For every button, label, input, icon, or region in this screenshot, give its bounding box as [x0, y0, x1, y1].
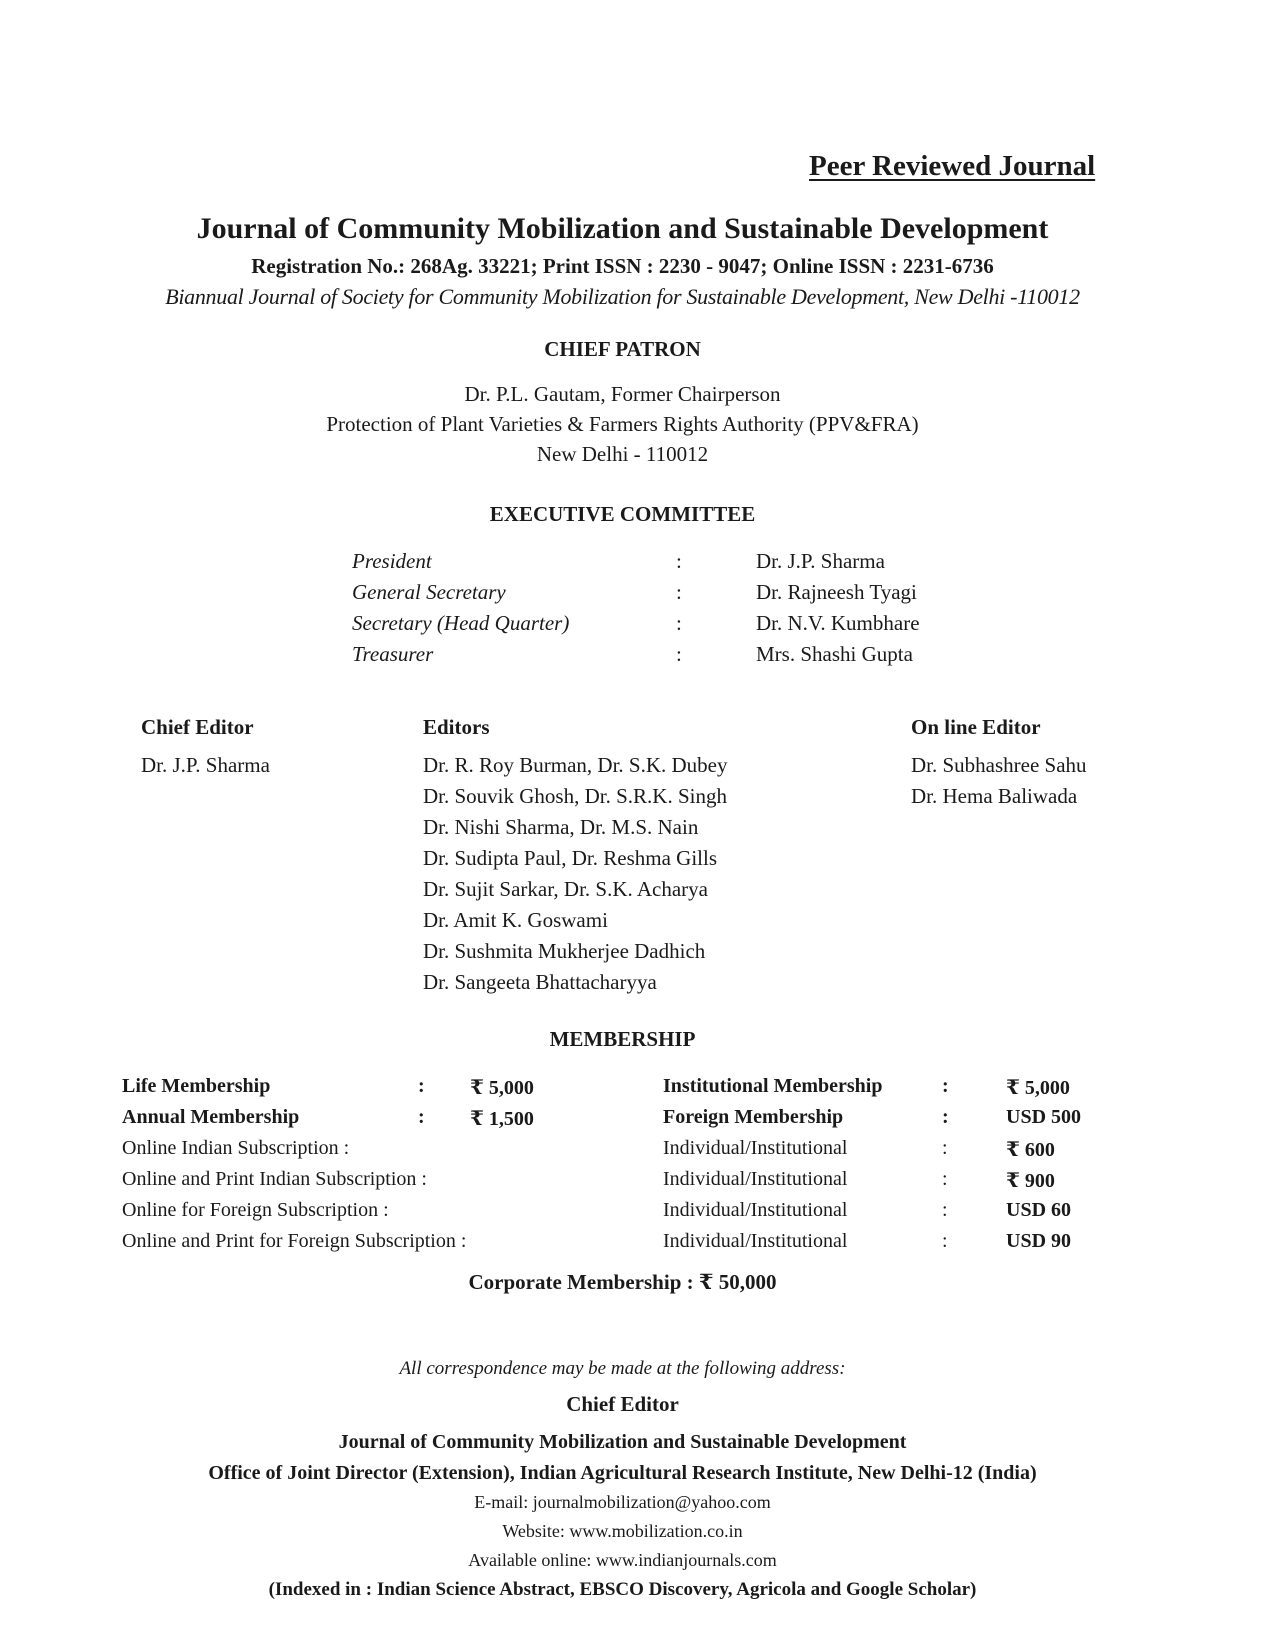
separator: : [942, 1137, 948, 1159]
subscriber-category: Individual/Institutional [663, 1230, 848, 1252]
indexing-info: (Indexed in : Indian Science Abstract, EBSCO Discovery, Agricola and Google Scholar) [268, 1579, 977, 1600]
separator: : [676, 580, 682, 604]
separator: : [676, 611, 682, 635]
address-office: Office of Joint Director (Extension), Indian Agricultural Research Institute, New Delhi-12 (India) [208, 1462, 1037, 1484]
separator: : [942, 1075, 949, 1097]
membership-fee: USD 500 [1006, 1106, 1082, 1128]
committee-role: Treasurer [352, 642, 434, 666]
committee-member: Dr. N.V. Kumbhare [756, 611, 920, 635]
membership-fee: ₹ 1,500 [470, 1108, 534, 1130]
editor-name: Dr. Hema Baliwada [911, 784, 1078, 808]
subscription-type: Online and Print Indian Subscription : [122, 1168, 427, 1190]
separator: : [942, 1199, 948, 1221]
editor-name: Dr. R. Roy Burman, Dr. S.K. Dubey [423, 753, 728, 777]
subscriber-category: Individual/Institutional [663, 1168, 848, 1190]
editor-name: Dr. Sangeeta Bhattacharyya [423, 970, 657, 994]
separator: : [418, 1075, 425, 1097]
separator: : [942, 1168, 948, 1190]
separator: : [418, 1106, 425, 1128]
editor-name: Dr. Nishi Sharma, Dr. M.S. Nain [423, 815, 699, 839]
subscription-fee: ₹ 900 [1006, 1170, 1055, 1192]
chief-patron-heading: CHIEF PATRON [544, 337, 701, 361]
committee-member: Dr. J.P. Sharma [756, 549, 885, 573]
subscription-type: Online for Foreign Subscription : [122, 1199, 389, 1221]
membership-heading: MEMBERSHIP [549, 1027, 696, 1051]
separator: : [942, 1106, 949, 1128]
committee-member: Dr. Rajneesh Tyagi [756, 580, 917, 604]
subscription-row [0, 1168, 1275, 1199]
membership-row [0, 1075, 1275, 1106]
editor-name: Dr. J.P. Sharma [141, 753, 270, 777]
online-editor-heading: On line Editor [911, 715, 1041, 739]
subscription-type: Online and Print for Foreign Subscription : [122, 1230, 467, 1252]
chief-patron-organization: Protection of Plant Varieties & Farmers Rights Authority (PPV&FRA) [326, 412, 919, 436]
membership-type: Foreign Membership [663, 1106, 844, 1128]
committee-role: President [352, 549, 432, 573]
membership-fee: ₹ 5,000 [1006, 1077, 1070, 1099]
subscription-row [0, 1199, 1275, 1230]
peer-reviewed-label: Peer Reviewed Journal [809, 150, 1096, 182]
online-editor-list [911, 752, 1087, 814]
editor-name: Dr. Sudipta Paul, Dr. Reshma Gills [423, 846, 717, 870]
correspondence-intro: All correspondence may be made at the following address: [399, 1358, 846, 1379]
corporate-membership: Corporate Membership : ₹ 50,000 [468, 1270, 777, 1294]
editors-list [423, 752, 728, 1000]
committee-member: Mrs. Shashi Gupta [756, 642, 913, 666]
editor-name: Dr. Sushmita Mukherjee Dadhich [423, 939, 706, 963]
committee-row [0, 642, 1275, 673]
chief-patron-location: New Delhi - 110012 [536, 442, 709, 466]
membership-type: Life Membership [122, 1075, 271, 1097]
subscription-row [0, 1137, 1275, 1168]
available-online-link[interactable]: Available online: www.indianjournals.com [468, 1550, 777, 1570]
registration-info: Registration No.: 268Ag. 33221; Print ISSN : 2230 - 9047; Online ISSN : 2231-6736 [251, 254, 994, 278]
editors-heading: Editors [423, 715, 490, 739]
membership-row [0, 1106, 1275, 1137]
committee-row [0, 580, 1275, 611]
address-recipient: Chief Editor [566, 1392, 679, 1416]
editor-name: Dr. Souvik Ghosh, Dr. S.R.K. Singh [423, 784, 727, 808]
subscription-row [0, 1230, 1275, 1261]
separator: : [676, 642, 682, 666]
membership-type: Annual Membership [122, 1106, 300, 1128]
committee-row [0, 549, 1275, 580]
subscription-fee: USD 60 [1006, 1199, 1072, 1221]
editor-name: Dr. Subhashree Sahu [911, 753, 1087, 777]
editor-name: Dr. Amit K. Goswami [423, 908, 608, 932]
committee-row [0, 611, 1275, 642]
publisher-line: Biannual Journal of Society for Community Mobilization for Sustainable Development, New Delhi -110012 [165, 284, 1080, 309]
chief-editor-heading: Chief Editor [141, 715, 254, 739]
executive-committee-heading: EXECUTIVE COMMITTEE [489, 502, 756, 526]
committee-role: Secretary (Head Quarter) [352, 611, 570, 635]
membership-type: Institutional Membership [663, 1075, 883, 1097]
email-link[interactable]: E-mail: journalmobilization@yahoo.com [474, 1492, 771, 1512]
editor-name: Dr. Sujit Sarkar, Dr. S.K. Acharya [423, 877, 708, 901]
website-link[interactable]: Website: www.mobilization.co.in [502, 1521, 743, 1541]
chief-patron-name: Dr. P.L. Gautam, Former Chairperson [464, 382, 781, 406]
chief-editor-list [141, 752, 270, 783]
separator: : [942, 1230, 948, 1252]
subscription-type: Online Indian Subscription : [122, 1137, 350, 1159]
membership-fee: ₹ 5,000 [470, 1077, 534, 1099]
subscriber-category: Individual/Institutional [663, 1199, 848, 1221]
separator: : [676, 549, 682, 573]
address-journal: Journal of Community Mobilization and Sustainable Development [338, 1431, 907, 1453]
subscription-fee: ₹ 600 [1006, 1139, 1055, 1161]
subscriber-category: Individual/Institutional [663, 1137, 848, 1159]
committee-role: General Secretary [352, 580, 506, 604]
journal-title: Journal of Community Mobilization and Sustainable Development [196, 212, 1049, 245]
subscription-fee: USD 90 [1006, 1230, 1072, 1252]
